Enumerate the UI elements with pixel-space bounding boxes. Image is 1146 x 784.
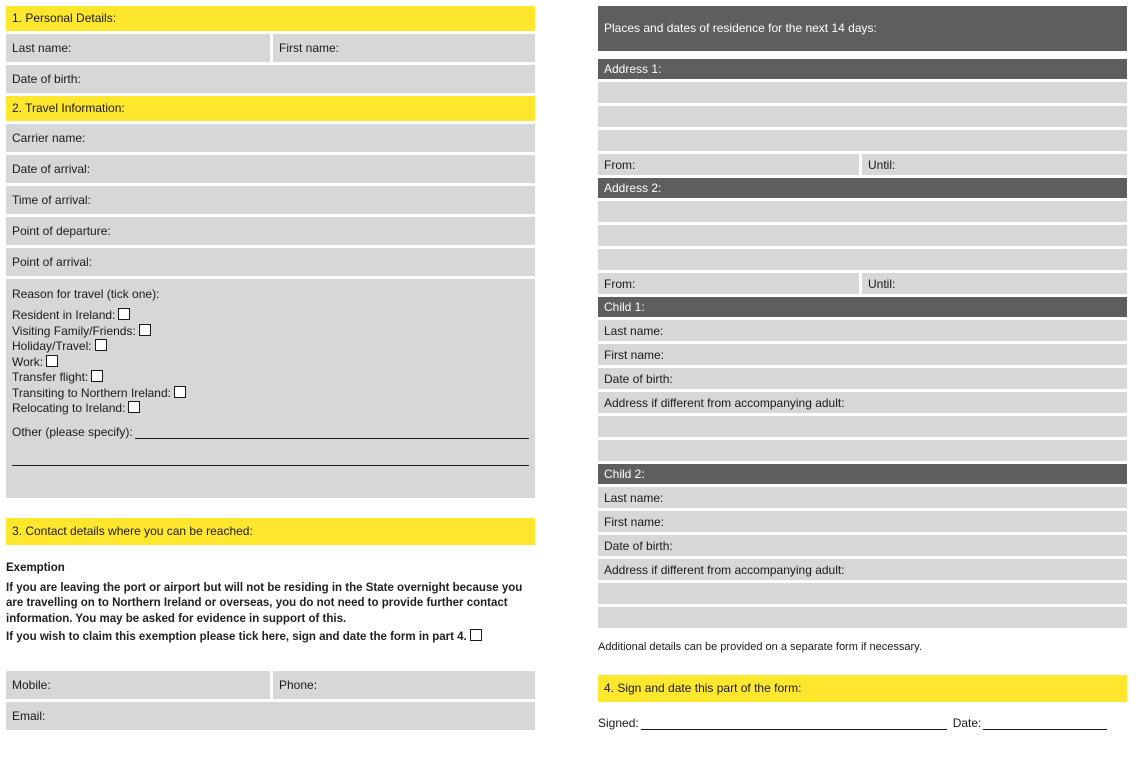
child1-dob-label: Date of birth: xyxy=(604,371,673,386)
address1-until-field[interactable]: Until: xyxy=(859,154,895,175)
phone-field[interactable]: Phone: xyxy=(270,671,317,699)
checkbox[interactable] xyxy=(139,324,151,336)
checkbox[interactable] xyxy=(95,339,107,351)
residence-heading: Places and dates of residence for the next 14 days: xyxy=(598,6,1127,51)
point-departure-field[interactable] xyxy=(6,217,535,245)
carrier-label: Carrier name: xyxy=(12,131,86,145)
checkbox[interactable] xyxy=(91,370,103,382)
date-arrival-label: Date of arrival: xyxy=(12,162,91,176)
option-visiting xyxy=(12,324,529,340)
other-continuation-line[interactable] xyxy=(12,465,529,466)
option-label: Relocating to Ireland: xyxy=(12,401,126,415)
exemption-title: Exemption xyxy=(6,562,65,574)
carrier-field[interactable] xyxy=(6,124,535,152)
additional-details-note: Additional details can be provided on a separate form if necessary. xyxy=(598,641,922,653)
option-resident xyxy=(12,308,529,324)
point-departure-label: Point of departure: xyxy=(12,224,111,238)
child1-dob-field[interactable] xyxy=(598,368,1127,389)
option-label: Transfer flight: xyxy=(12,370,89,384)
child2-first-name-field[interactable] xyxy=(598,511,1127,532)
checkbox[interactable] xyxy=(46,355,58,367)
child2-address-line[interactable] xyxy=(598,607,1127,628)
reason-for-travel-box xyxy=(6,279,535,498)
exemption-block xyxy=(6,561,535,646)
address2-dates xyxy=(598,273,1127,294)
child1-address-label: Address if different from accompanying adult: xyxy=(604,395,845,410)
exemption-checkbox[interactable] xyxy=(470,629,482,641)
dob-label: Date of birth: xyxy=(12,72,81,86)
reason-title: Reason for travel (tick one): xyxy=(12,287,160,301)
date-line[interactable] xyxy=(983,717,1107,730)
address1-heading: Address 1: xyxy=(598,59,1127,79)
checkbox[interactable] xyxy=(128,401,140,413)
child2-dob-label: Date of birth: xyxy=(604,538,673,553)
time-arrival-label: Time of arrival: xyxy=(12,193,91,207)
child1-first-name-field[interactable] xyxy=(598,344,1127,365)
child1-address-field[interactable] xyxy=(598,392,1127,413)
exemption-claim xyxy=(6,629,535,646)
phone-row xyxy=(6,671,535,699)
email-label: Email: xyxy=(12,708,46,723)
child2-last-name-field[interactable] xyxy=(598,487,1127,508)
dob-field[interactable] xyxy=(6,65,535,93)
address2-heading: Address 2: xyxy=(598,178,1127,198)
address1-from-field[interactable]: From: xyxy=(604,157,636,172)
child1-address-line[interactable] xyxy=(598,440,1127,461)
section-contact-heading: 3. Contact details where you can be reached: xyxy=(6,518,535,545)
exemption-text: If you are leaving the port or airport but will not be residing in the State overnight because you are travelling on to Northern Ireland or overseas, you do not need to provide further contact information. You may be asked for evidence in support of this. xyxy=(6,581,523,625)
option-label: Transiting to Northern Ireland: xyxy=(12,385,171,400)
child1-address-line[interactable] xyxy=(598,416,1127,437)
address2-from-field[interactable]: From: xyxy=(604,276,636,291)
option-work xyxy=(12,355,529,371)
option-label: Work: xyxy=(12,354,44,369)
left-column xyxy=(6,6,535,733)
email-field[interactable] xyxy=(6,702,535,730)
address1-line[interactable] xyxy=(598,130,1127,151)
mobile-field[interactable]: Mobile: xyxy=(12,677,51,692)
section-personal-heading: 1. Personal Details: xyxy=(6,6,535,31)
last-name-field[interactable]: Last name: xyxy=(12,41,72,55)
signature-row xyxy=(598,716,1127,730)
address1-dates xyxy=(598,154,1127,175)
address2-line[interactable] xyxy=(598,225,1127,246)
section-travel-heading: 2. Travel Information: xyxy=(6,96,535,121)
section-sign-heading: 4. Sign and date this part of the form: xyxy=(598,675,1127,702)
child1-first-name-label: First name: xyxy=(604,347,665,362)
first-name-field[interactable]: First name: xyxy=(270,34,339,62)
point-arrival-label: Point of arrival: xyxy=(12,255,93,269)
address2-line[interactable] xyxy=(598,201,1127,222)
child2-address-field[interactable] xyxy=(598,559,1127,580)
option-holiday xyxy=(12,339,529,355)
address1-line[interactable] xyxy=(598,82,1127,103)
child2-first-name-label: First name: xyxy=(604,514,665,529)
date-arrival-field[interactable] xyxy=(6,155,535,183)
child1-last-name-field[interactable] xyxy=(598,320,1127,341)
exemption-claim-label: If you wish to claim this exemption please tick here, sign and date the form in part 4. xyxy=(6,631,467,643)
option-label: Holiday/Travel: xyxy=(12,339,92,353)
address2-line[interactable] xyxy=(598,249,1127,270)
time-arrival-field[interactable] xyxy=(6,186,535,214)
option-label: Resident in Ireland: xyxy=(12,308,116,322)
child2-heading: Child 2: xyxy=(598,464,1127,484)
right-column xyxy=(598,6,1127,730)
signed-label: Signed: xyxy=(598,716,639,730)
signature-line[interactable] xyxy=(641,717,947,730)
address2-until-field[interactable]: Until: xyxy=(859,273,895,294)
child1-last-name-label: Last name: xyxy=(604,323,664,338)
checkbox[interactable] xyxy=(118,308,130,320)
child2-last-name-label: Last name: xyxy=(604,490,664,505)
option-transfer xyxy=(12,370,529,386)
other-input-line[interactable] xyxy=(135,426,529,439)
point-arrival-field[interactable] xyxy=(6,248,535,276)
name-row xyxy=(6,34,535,62)
option-transiting xyxy=(12,386,529,402)
child2-address-line[interactable] xyxy=(598,583,1127,604)
option-label: Visiting Family/Friends: xyxy=(12,323,136,338)
address1-line[interactable] xyxy=(598,106,1127,127)
other-label: Other (please specify): xyxy=(12,424,133,439)
option-relocating xyxy=(12,401,529,417)
child2-address-label: Address if different from accompanying adult: xyxy=(604,562,845,577)
child1-heading: Child 1: xyxy=(598,297,1127,317)
child2-dob-field[interactable] xyxy=(598,535,1127,556)
other-specify xyxy=(12,425,529,439)
date-label: Date: xyxy=(952,716,982,730)
checkbox[interactable] xyxy=(174,386,186,398)
